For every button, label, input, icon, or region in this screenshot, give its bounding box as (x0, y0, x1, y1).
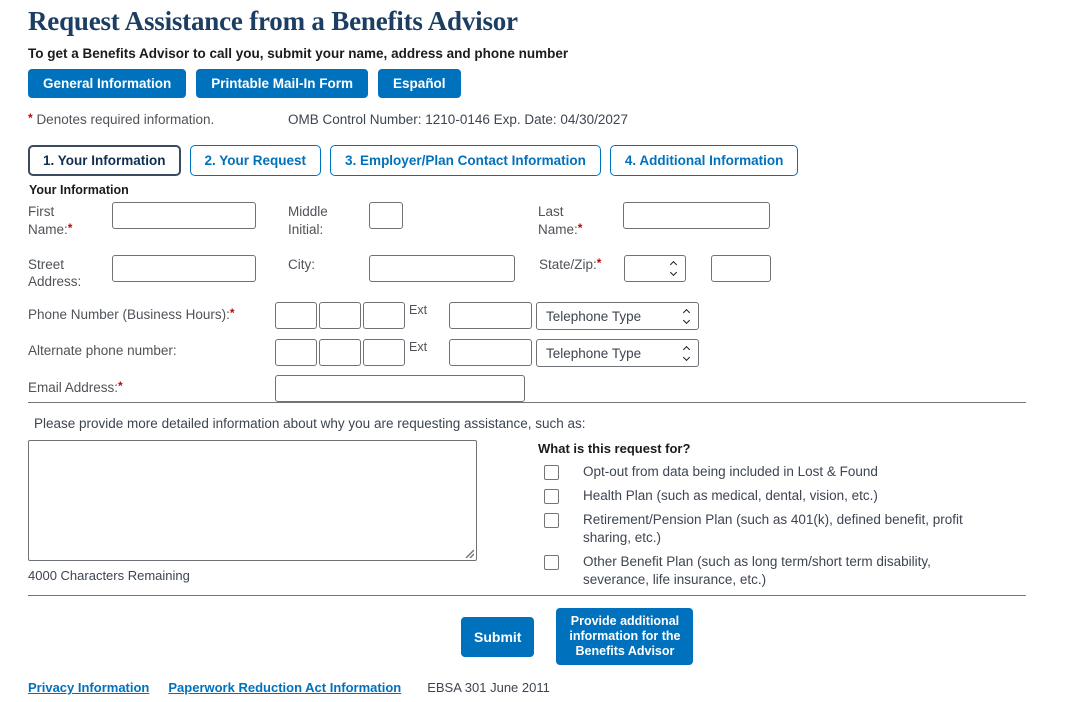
alt-phone-area-input[interactable] (275, 339, 317, 366)
alt-phone-ext-input[interactable] (449, 339, 532, 366)
checkbox-heading: What is this request for? (538, 441, 691, 457)
divider (28, 595, 1026, 596)
alt-phone-type-select[interactable] (536, 339, 699, 367)
tab-additional-information[interactable]: 4. Additional Information (610, 145, 799, 176)
alt-phone-prefix-input[interactable] (319, 339, 361, 366)
phone-type-select-value: Telephone Type (546, 308, 642, 324)
updown-chevron-icon (671, 262, 676, 275)
opt-out-checkbox[interactable] (544, 465, 559, 480)
updown-chevron-icon (684, 310, 689, 323)
phone-label: Phone Number (Business Hours):* (28, 306, 235, 323)
required-note-text: Denotes required information. (36, 112, 215, 128)
checkbox-column (538, 440, 973, 595)
omb-control-number: OMB Control Number: 1210-0146 Exp. Date: 04/30/2027 (288, 112, 628, 128)
paperwork-reduction-act-link[interactable]: Paperwork Reduction Act Information (168, 680, 402, 696)
printable-mail-in-form-button[interactable]: Printable Mail-In Form (196, 69, 368, 98)
email-label: Email Address:* (28, 379, 123, 396)
alt-phone-ext-label: Ext (409, 340, 428, 355)
checkbox-row-other-benefit-plan (538, 553, 973, 590)
health-plan-checkbox[interactable] (544, 489, 559, 504)
details-textarea[interactable] (28, 440, 477, 561)
retirement-plan-checkbox-label: Retirement/Pension Plan (such as 401(k), defined benefit, profit sharing, etc.) (583, 511, 963, 546)
city-input[interactable] (369, 255, 515, 282)
checkbox-row-opt-out (538, 463, 973, 482)
phone-row (28, 302, 1026, 330)
form-id-text: EBSA 301 June 2011 (427, 680, 550, 696)
middle-initial-label: Middle Initial: (288, 204, 328, 237)
form-tabs (28, 145, 1026, 176)
state-zip-label: State/Zip:* (539, 255, 602, 272)
request-section (28, 440, 1026, 595)
middle-initial-input[interactable] (369, 202, 403, 229)
address-row (28, 255, 1026, 292)
first-name-input[interactable] (112, 202, 256, 229)
first-name-required-asterisk: * (67, 220, 73, 235)
characters-remaining: 4000 Characters Remaining (28, 568, 190, 584)
meta-row (28, 111, 1026, 127)
resize-handle-icon[interactable] (464, 548, 474, 558)
state-select[interactable] (624, 255, 686, 282)
email-required-asterisk: * (118, 379, 123, 394)
phone-line-input[interactable] (363, 302, 405, 329)
other-benefit-plan-checkbox[interactable] (544, 555, 559, 570)
checkbox-row-health-plan (538, 487, 973, 506)
alt-phone-type-select-value: Telephone Type (546, 345, 642, 361)
alt-phone-row (28, 339, 1026, 367)
other-benefit-plan-checkbox-label: Other Benefit Plan (such as long term/short term disability, severance, life insurance, etc.) (583, 553, 931, 588)
phone-ext-label: Ext (409, 303, 428, 318)
city-label: City: (288, 256, 315, 272)
page-subtitle: To get a Benefits Advisor to call you, submit your name, address and phone number (28, 46, 569, 62)
action-row (28, 608, 1026, 665)
tab-employer-plan-contact-information[interactable]: 3. Employer/Plan Contact Information (330, 145, 601, 176)
tab-your-information[interactable]: 1. Your Information (28, 145, 181, 176)
email-input[interactable] (275, 375, 525, 402)
zip-input[interactable] (711, 255, 771, 282)
provide-additional-information-button[interactable]: Provide additional information for the Benefits Advisor (556, 608, 693, 665)
updown-chevron-icon (684, 347, 689, 360)
phone-required-asterisk: * (229, 306, 235, 321)
phone-type-select[interactable] (536, 302, 699, 330)
page-title: Request Assistance from a Benefits Advisor (28, 6, 518, 36)
privacy-information-link[interactable]: Privacy Information (28, 680, 150, 696)
general-information-button[interactable]: General Information (28, 69, 186, 98)
request-prompt: Please provide more detailed information about why you are requesting assistance, such as: (34, 416, 586, 432)
retirement-plan-checkbox[interactable] (544, 513, 559, 528)
phone-area-input[interactable] (275, 302, 317, 329)
section-heading: Your Information (29, 183, 129, 198)
first-name-label: First Name:* (28, 204, 73, 237)
name-row (28, 202, 1026, 239)
divider (28, 402, 1026, 403)
submit-button[interactable]: Submit (461, 617, 534, 657)
last-name-input[interactable] (623, 202, 770, 229)
last-name-label: Last Name:* (538, 204, 583, 237)
phone-prefix-input[interactable] (319, 302, 361, 329)
checkbox-row-retirement-plan (538, 511, 973, 548)
details-textarea-wrap (28, 440, 477, 564)
footer (28, 680, 1026, 695)
opt-out-checkbox-label: Opt-out from data being included in Lost & Found (583, 464, 878, 480)
tab-your-request[interactable]: 2. Your Request (190, 145, 322, 176)
last-name-required-asterisk: * (577, 220, 583, 235)
street-address-label: Street Address: (28, 256, 82, 290)
required-note (28, 111, 288, 127)
street-address-input[interactable] (112, 255, 256, 282)
email-row (28, 375, 1026, 402)
espanol-button[interactable]: Español (378, 69, 461, 98)
alt-phone-line-input[interactable] (363, 339, 405, 366)
alt-phone-label: Alternate phone number: (28, 343, 177, 359)
required-asterisk: * (28, 111, 33, 126)
top-button-row (28, 69, 1026, 98)
health-plan-checkbox-label: Health Plan (such as medical, dental, vision, etc.) (583, 487, 878, 503)
state-zip-required-asterisk: * (596, 255, 602, 270)
phone-ext-input[interactable] (449, 302, 532, 329)
